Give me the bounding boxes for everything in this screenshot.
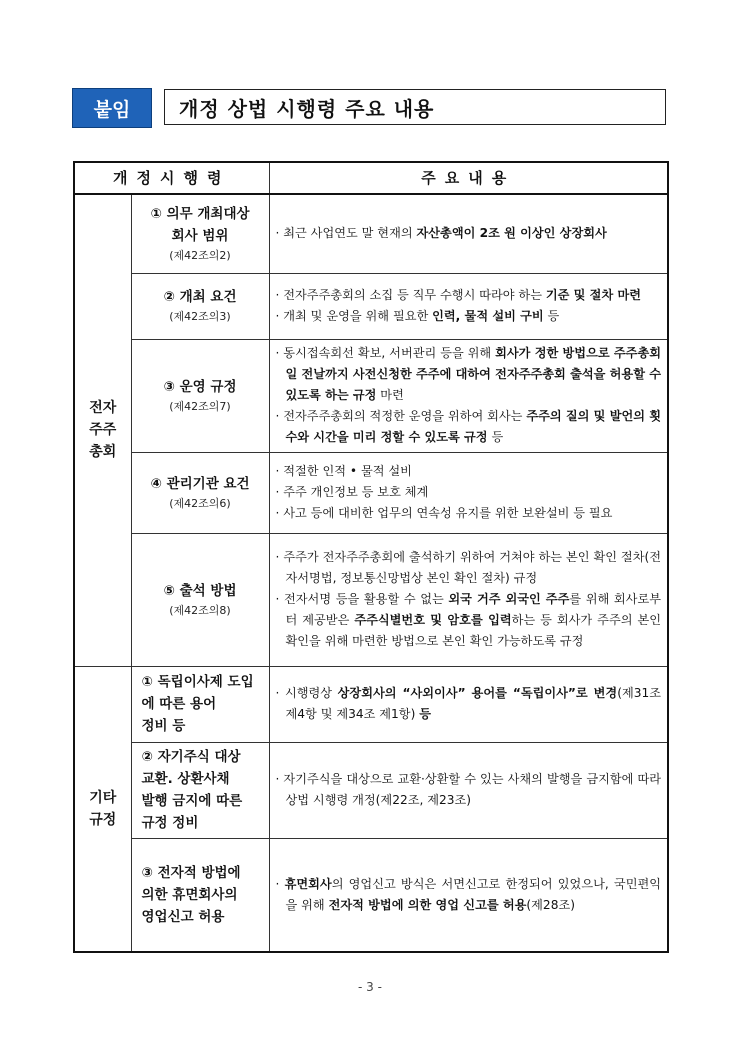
bullet-line: · 개최 및 운영을 위해 필요한 인력, 물적 설비 구비 등	[275, 309, 560, 323]
item-title-text: ⑤ 출석 방법	[163, 582, 237, 599]
item-content	[269, 273, 668, 339]
category-other-rules: 기타 규정	[74, 666, 131, 952]
item-title-text: ④ 관리기관 요건	[150, 475, 250, 492]
item-content	[269, 452, 668, 533]
item-title	[131, 452, 269, 533]
item-title-text: ① 의무 개최대상 회사 범위	[150, 205, 250, 244]
category-electronic-meeting: 전자 주주 총회	[74, 194, 131, 666]
bullet-line: · 전자주주총회의 적정한 운영을 위하여 회사는 주주의 질의 및 발언의 횟수와 시간을 미리 정할 수 있도록 규정 등	[275, 409, 662, 444]
item-title-text: ③ 전자적 방법에 의한 휴면회사의 영업신고 허용	[141, 864, 241, 925]
item-content	[269, 533, 668, 666]
item-title-text: ③ 운영 규정	[163, 378, 237, 395]
item-content	[269, 742, 668, 838]
col-header-amendment: 개정시행령	[74, 162, 269, 194]
item-title	[131, 838, 269, 952]
article-reference: (제42조의8)	[169, 603, 231, 617]
item-title	[131, 666, 269, 742]
item-content	[269, 339, 668, 452]
page-header	[72, 88, 668, 128]
item-title	[131, 742, 269, 838]
bullet-line: · 휴면회사의 영업신고 방식은 서면신고로 한정되어 있었으나, 국민편익을 위해 전자적 방법에 의한 영업 신고를 허용(제28조)	[275, 876, 662, 912]
page-title: 개정 상법 시행령 주요 내용	[164, 89, 666, 125]
article-reference: (제42조의3)	[169, 310, 231, 323]
item-title	[131, 273, 269, 339]
amendment-table	[73, 161, 669, 953]
col-header-content: 주요내용	[269, 162, 668, 194]
item-title	[131, 194, 269, 273]
item-content	[269, 666, 668, 742]
bullet-line: · 주주가 전자주주총회에 출석하기 위하여 거쳐야 하는 본인 확인 절차(전자서명법, 정보통신망법상 본인 확인 절차) 규정	[275, 550, 662, 585]
item-title-text: ② 개최 요건	[163, 289, 237, 305]
bullet-line: · 전자서명 등을 활용할 수 없는 외국 거주 외국인 주주를 위해 회사로부터 제공받은 주주식별번호 및 암호를 입력하는 등 회사가 주주의 본인 확인을 위해 마련한 방법으로 본인 확인 가능하도록 규정	[275, 592, 662, 648]
bullet-line: · 사고 등에 대비한 업무의 연속성 유지를 위한 보완설비 등 필요	[275, 506, 613, 520]
bullet-line: · 최근 사업연도 말 현재의 자산총액이 2조 원 이상인 상장회사	[275, 226, 607, 241]
item-title-text: ① 독립이사제 도입 에 따른 용어 정비 등	[141, 674, 254, 734]
item-title-text: ② 자기주식 대상 교환. 상환사채 발행 금지에 따른 규정 정비	[141, 749, 243, 831]
attachment-badge: 붙임	[72, 88, 152, 128]
item-content	[269, 838, 668, 952]
bullet-line: · 자기주식을 대상으로 교환·상환할 수 있는 사채의 발행을 금지함에 따라 상법 시행령 개정(제22조, 제23조)	[275, 772, 662, 807]
bullet-line: · 전자주주총회의 소집 등 직무 수행시 따라야 하는 기준 및 절차 마련	[275, 288, 642, 302]
page-number: - 3 -	[358, 980, 382, 994]
article-reference: (제42조의2)	[169, 248, 231, 262]
bullet-line: · 주주 개인정보 등 보호 체계	[275, 485, 429, 499]
bullet-line: · 동시접속회선 확보, 서버관리 등을 위해 회사가 정한 방법으로 주주총회일 전날까지 사전신청한 주주에 대하여 전자주주총회 출석을 허용할 수 있도록 하는 규정 마련	[275, 346, 662, 402]
bullet-line: · 시행령상 상장회사의 “사외이사” 용어를 “독립이사”로 변경(제31조 제4항 및 제34조 제1항) 등	[275, 686, 662, 721]
item-content	[269, 194, 668, 273]
article-reference: (제42조의6)	[169, 496, 231, 510]
item-title	[131, 533, 269, 666]
item-title	[131, 339, 269, 452]
article-reference: (제42조의7)	[169, 399, 231, 413]
bullet-line: · 적절한 인적 • 물적 설비	[275, 464, 412, 478]
